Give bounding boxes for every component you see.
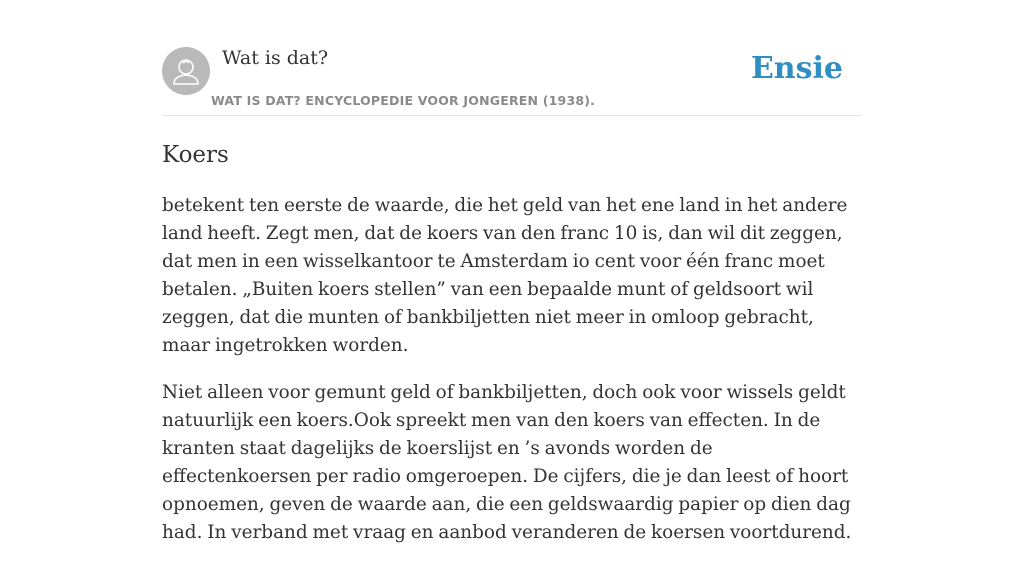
user-icon bbox=[162, 47, 210, 95]
source-label: WAT IS DAT? ENCYCLOPEDIE VOOR JONGEREN (1938). bbox=[211, 93, 596, 108]
article-title: Koers bbox=[162, 142, 229, 168]
article-header bbox=[162, 0, 862, 116]
paragraph: betekent ten eerste de waarde, die het geld van het ene land in het andere land heeft. Zegt men, dat de koers van den franc 10 is, dan wil dit zeggen, dat men in een wisselkantoor te Amsterdam io cent voor één franc moet betalen. „Buiten koers stellen” van een bepaalde munt of geldsoort wil zeggen, dat die munten of bankbiljetten niet meer in omloop gebracht, maar ingetrokken worden. bbox=[162, 195, 848, 356]
article-body bbox=[162, 192, 862, 566]
paragraph: Niet alleen voor gemunt geld of bankbiljetten, doch ook voor wissels geldt natuurlijk een koers.Ook spreekt men van den koers van effecten. In de kranten staat dagelijks de koerslijst en ’s avonds worden de effectenkoersen per radio omgeroepen. De cijfers, die je dan leest of hoort opnoemen, geven de waarde aan, die een geldswaardig papier op dien dag had. In verband met vraag en aanbod veranderen de koersen voortdurend. bbox=[162, 382, 852, 543]
avatar[interactable] bbox=[162, 47, 210, 95]
author-name[interactable]: Wat is dat? bbox=[222, 47, 329, 69]
ensie-logo[interactable]: Ensie bbox=[750, 51, 843, 86]
article-container bbox=[162, 0, 862, 543]
